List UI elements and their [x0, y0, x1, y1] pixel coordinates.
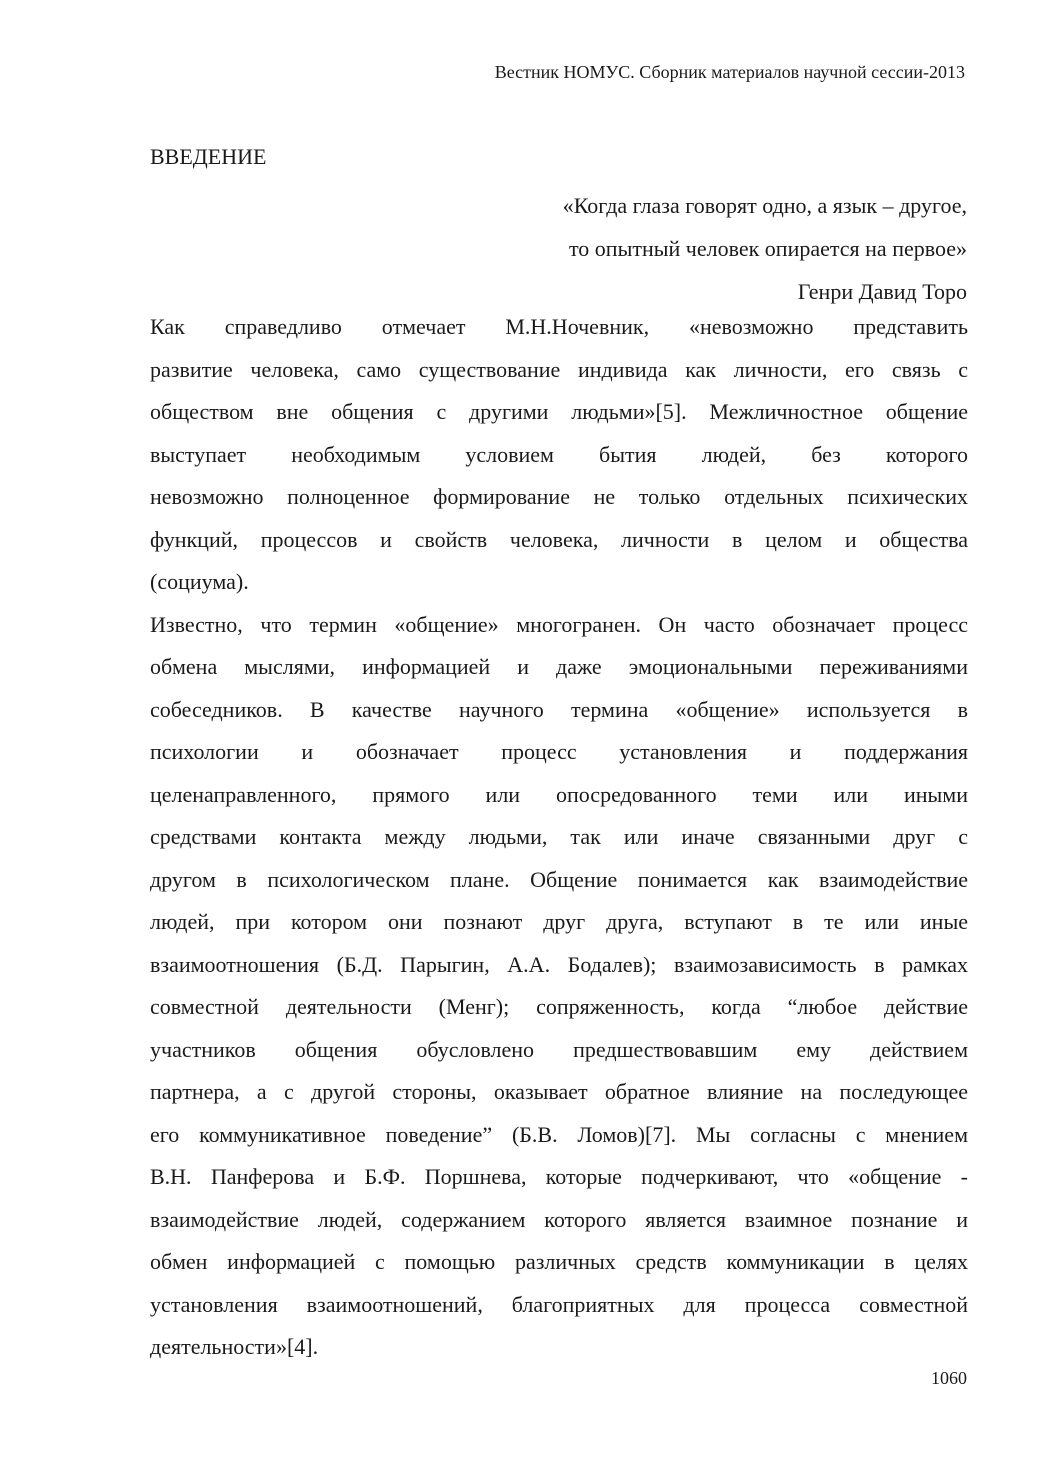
text-line: В.Н. Панферова и Б.Ф. Поршнева, которые подчеркивают, что «общение - [150, 1164, 968, 1189]
text-line: другом в психологическом плане. Общение понимается как взаимодействие [150, 866, 968, 892]
text-line: обществом вне общения с другими людьми»[5]. Межличностное общение [150, 399, 968, 424]
text-line: людей, при котором они познают друг друга, вступают в те или иные [150, 909, 968, 934]
text-line: установления взаимоотношений, благоприятных для процесса совместной [150, 1291, 968, 1317]
text-line: Как справедливо отмечает М.Н.Ночевник, «невозможно представить [150, 314, 968, 339]
text-line: партнера, а с другой стороны, оказывает обратное влияние на последующее [150, 1079, 968, 1104]
text-line: средствами контакта между людьми, так или иначе связанными друг с [150, 824, 968, 849]
text-line: функций, процессов и свойств человека, личности в целом и общества [150, 526, 968, 552]
text-line: взаимодействие людей, содержанием которого является взаимное познание и [150, 1206, 968, 1232]
section-title: ВВЕДЕНИЕ [150, 144, 267, 169]
epigraph [367, 184, 967, 313]
page-number: 1060 [931, 1368, 967, 1388]
text-line: выступает необходимым условием бытия людей, без которого [150, 441, 968, 467]
epigraph-line-2: то опытный человек опирается на первое» [568, 236, 967, 261]
running-header: Вестник НОМУС. Сборник материалов научной сессии-2013 [494, 62, 965, 82]
text-line: совместной деятельности (Менг); сопряженность, когда “любое действие [150, 994, 968, 1019]
body-text [150, 306, 968, 1369]
text-line: (социума). [150, 569, 249, 594]
text-line: обмен информацией с помощью различных средств коммуникации в целях [150, 1249, 968, 1274]
text-line: целенаправленного, прямого или опосредованного теми или иными [150, 781, 968, 807]
text-line: взаимоотношения (Б.Д. Парыгин, А.А. Бодалев); взаимозависимость в рамках [150, 951, 968, 977]
text-line: развитие человека, само существование индивида как личности, его связь с [150, 356, 968, 382]
text-line: невозможно полноценное формирование не только отдельных психических [150, 484, 968, 509]
text-line: обмена мыслями, информацией и даже эмоциональными переживаниями [150, 654, 968, 679]
text-line: собеседников. В качестве научного термина «общение» используется в [150, 696, 968, 722]
text-line: его коммуникативное поведение” (Б.В. Ломов)[7]. Мы согласны с мнением [150, 1121, 968, 1147]
text-line: психологии и обозначает процесс установления и поддержания [150, 739, 968, 764]
text-line: деятельности»[4]. [150, 1334, 319, 1359]
epigraph-line-1: «Когда глаза говорят одно, а язык – другое, [562, 193, 967, 218]
epigraph-author: Генри Давид Торо [797, 279, 967, 304]
text-line: Известно, что термин «общение» многогранен. Он часто обозначает процесс [150, 611, 968, 637]
text-line: участников общения обусловлено предшествовавшим ему действием [150, 1036, 968, 1062]
